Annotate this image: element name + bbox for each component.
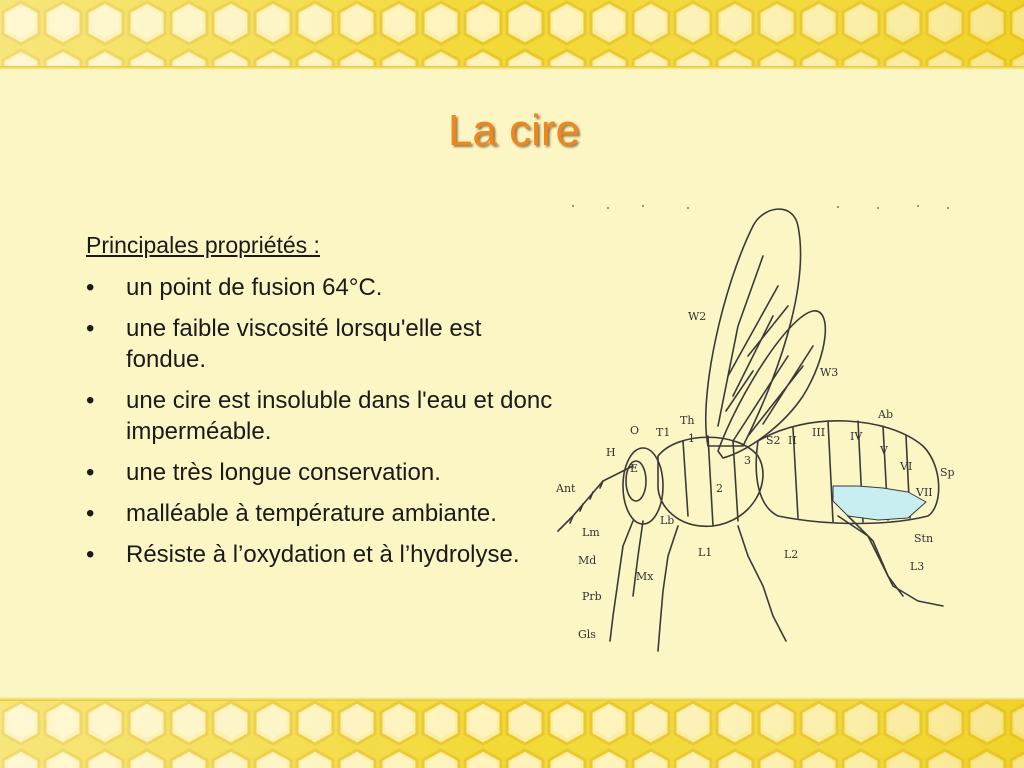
svg-text:Stn: Stn — [914, 532, 934, 545]
bullet-icon: • — [86, 315, 95, 342]
svg-text:Gls: Gls — [578, 628, 596, 641]
list-item — [86, 313, 556, 375]
honeycomb-top-band — [0, 0, 1024, 68]
list-item-text: un point de fusion 64°C. — [126, 274, 383, 301]
svg-text:Th: Th — [680, 414, 695, 427]
svg-text:VII: VII — [916, 486, 933, 499]
svg-text:Lb: Lb — [660, 514, 675, 527]
svg-text:IV: IV — [850, 430, 863, 443]
svg-text:Ab: Ab — [878, 408, 893, 421]
svg-text:III: III — [812, 426, 826, 439]
svg-text:1: 1 — [688, 432, 695, 445]
list-item-text: malléable à température ambiante. — [126, 500, 497, 527]
list-item — [86, 272, 556, 303]
bullet-icon: • — [86, 274, 95, 301]
properties-list — [86, 272, 556, 570]
svg-text:T1: T1 — [656, 426, 671, 439]
svg-text:Prb: Prb — [582, 590, 602, 603]
slide-title-text: La cire — [447, 106, 581, 155]
hindleg — [838, 516, 943, 606]
svg-text:Sp: Sp — [940, 466, 955, 479]
honeycomb-pattern-top — [0, 0, 1024, 68]
list-item-text: une faible viscosité lorsqu'elle est fondue. — [126, 315, 482, 373]
svg-text:S2: S2 — [766, 434, 781, 447]
svg-text:O: O — [630, 424, 640, 437]
svg-text:Ant: Ant — [556, 482, 576, 495]
properties-block — [86, 230, 556, 580]
proboscis — [610, 521, 633, 641]
svg-text:V: V — [880, 444, 888, 457]
bullet-icon: • — [86, 541, 95, 568]
svg-text:H: H — [606, 446, 616, 459]
honeycomb-bottom-edge — [0, 697, 1024, 701]
svg-text:Md: Md — [578, 554, 597, 567]
properties-heading: Principales propriétés : — [86, 232, 320, 258]
honeycomb-bottom-band — [0, 700, 1024, 768]
bullet-icon: • — [86, 387, 95, 414]
bullet-icon: • — [86, 500, 95, 527]
svg-text:L1: L1 — [698, 546, 713, 559]
svg-text:II: II — [788, 434, 797, 447]
bee-head — [623, 448, 663, 524]
svg-text:Mx: Mx — [636, 570, 654, 583]
svg-text:3: 3 — [744, 454, 751, 467]
bee-anatomy-illustration — [548, 196, 968, 666]
svg-text:L3: L3 — [910, 560, 925, 573]
honeycomb-pattern-bottom — [0, 700, 1024, 768]
svg-text:W2: W2 — [688, 310, 707, 323]
list-item-text: une très longue conservation. — [126, 459, 441, 486]
svg-text:Lm: Lm — [582, 526, 600, 539]
honeycomb-top-edge — [0, 66, 1024, 70]
svg-text:2: 2 — [716, 482, 723, 495]
midleg — [738, 526, 786, 641]
wax-plates — [833, 486, 926, 520]
svg-text:VI: VI — [900, 460, 913, 473]
list-item — [86, 498, 556, 529]
list-item-text: une cire est insoluble dans l'eau et donc imperméable. — [126, 387, 553, 445]
svg-text:E: E — [630, 462, 639, 475]
list-item-text: Résiste à l’oxydation et à l’hydrolyse. — [126, 541, 520, 568]
svg-text:W3: W3 — [820, 366, 839, 379]
bullet-icon: • — [86, 459, 95, 486]
foreleg — [658, 526, 678, 651]
slide-title — [0, 106, 1024, 156]
list-item — [86, 385, 556, 447]
list-item — [86, 539, 556, 570]
svg-text:L2: L2 — [784, 548, 799, 561]
antenna — [558, 466, 633, 531]
list-item — [86, 457, 556, 488]
